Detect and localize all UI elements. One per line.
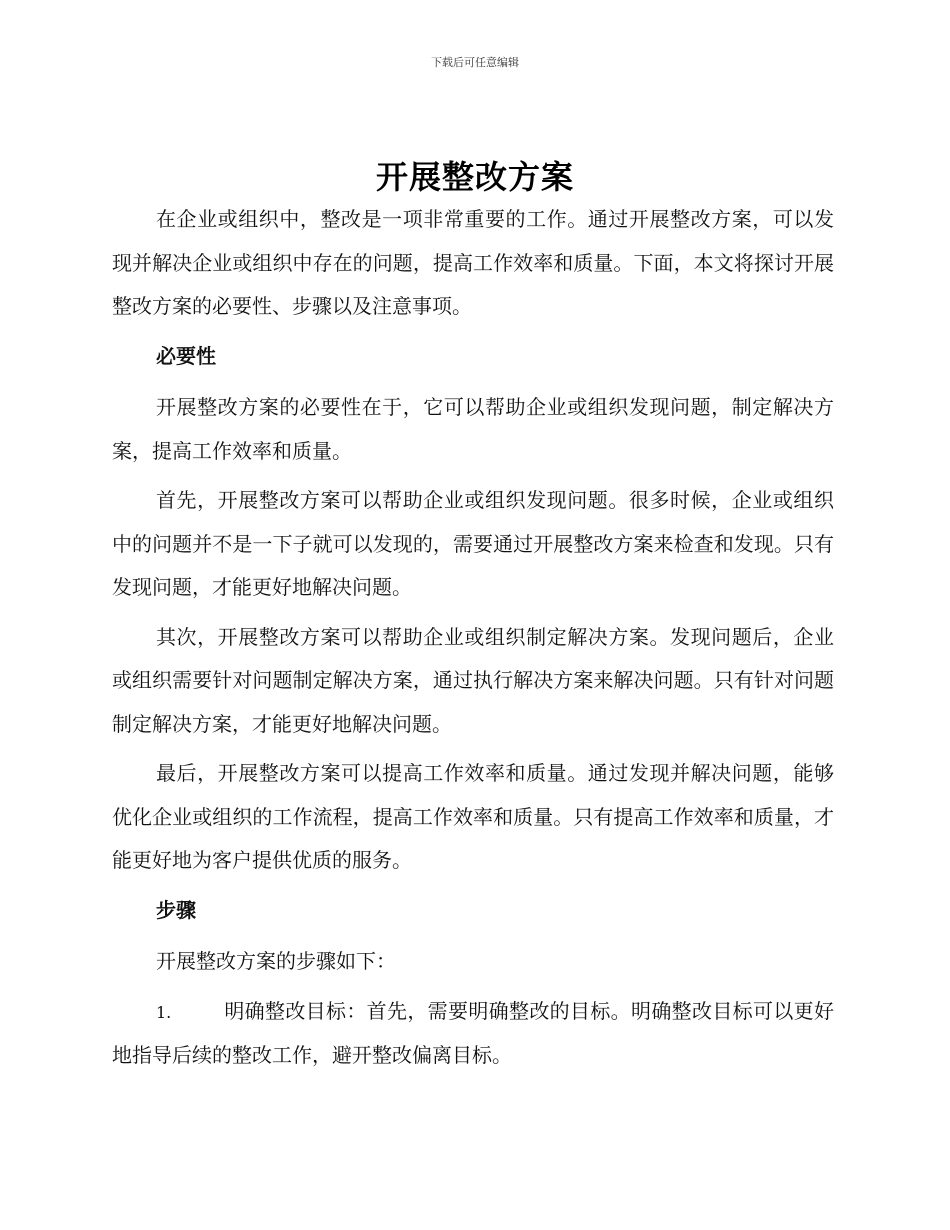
list-item-text: 明确整改目标：首先，需要明确整改的目标。明确整改目标可以更好地指导后续的整改工作，避开整改偏离目标。 (112, 998, 834, 1067)
paragraph: 首先，开展整改方案可以帮助企业或组织发现问题。很多时候，企业或组织中的问题并不是一下子就可以发现的，需要通过开展整改方案来检查和发现。只有发现问题，才能更好地解决问题。 (112, 488, 834, 599)
list-item-number: 1. (156, 1002, 172, 1022)
section-heading-necessity: 必要性 (156, 343, 216, 368)
page-header: 下载后可任意编辑 (431, 56, 519, 69)
section-heading-steps: 步骤 (156, 897, 196, 922)
paragraph: 其次，开展整改方案可以帮助企业或组织制定解决方案。发现问题后，企业或组织需要针对问题制定解决方案，通过执行解决方案来解决问题。只有针对问题制定解决方案，才能更好地解决问题。 (112, 624, 834, 736)
paragraph: 开展整改方案的必要性在于，它可以帮助企业或组织发现问题，制定解决方案，提高工作效率和质量。 (112, 395, 834, 463)
document-title: 开展整改方案 (375, 158, 574, 196)
list-item (112, 990, 834, 1078)
paragraph: 最后，开展整改方案可以提高工作效率和质量。通过发现并解决问题，能够优化企业或组织的工作流程，提高工作效率和质量。只有提高工作效率和质量，才能更好地为客户提供优质的服务。 (112, 761, 834, 872)
document-body (112, 198, 834, 1078)
paragraph: 开展整改方案的步骤如下： (156, 949, 396, 973)
intro-paragraph: 在企业或组织中，整改是一项非常重要的工作。通过开展整改方案，可以发现并解决企业或组织中存在的问题，提高工作效率和质量。下面，本文将探讨开展整改方案的必要性、步骤以及注意事项。 (112, 207, 834, 318)
